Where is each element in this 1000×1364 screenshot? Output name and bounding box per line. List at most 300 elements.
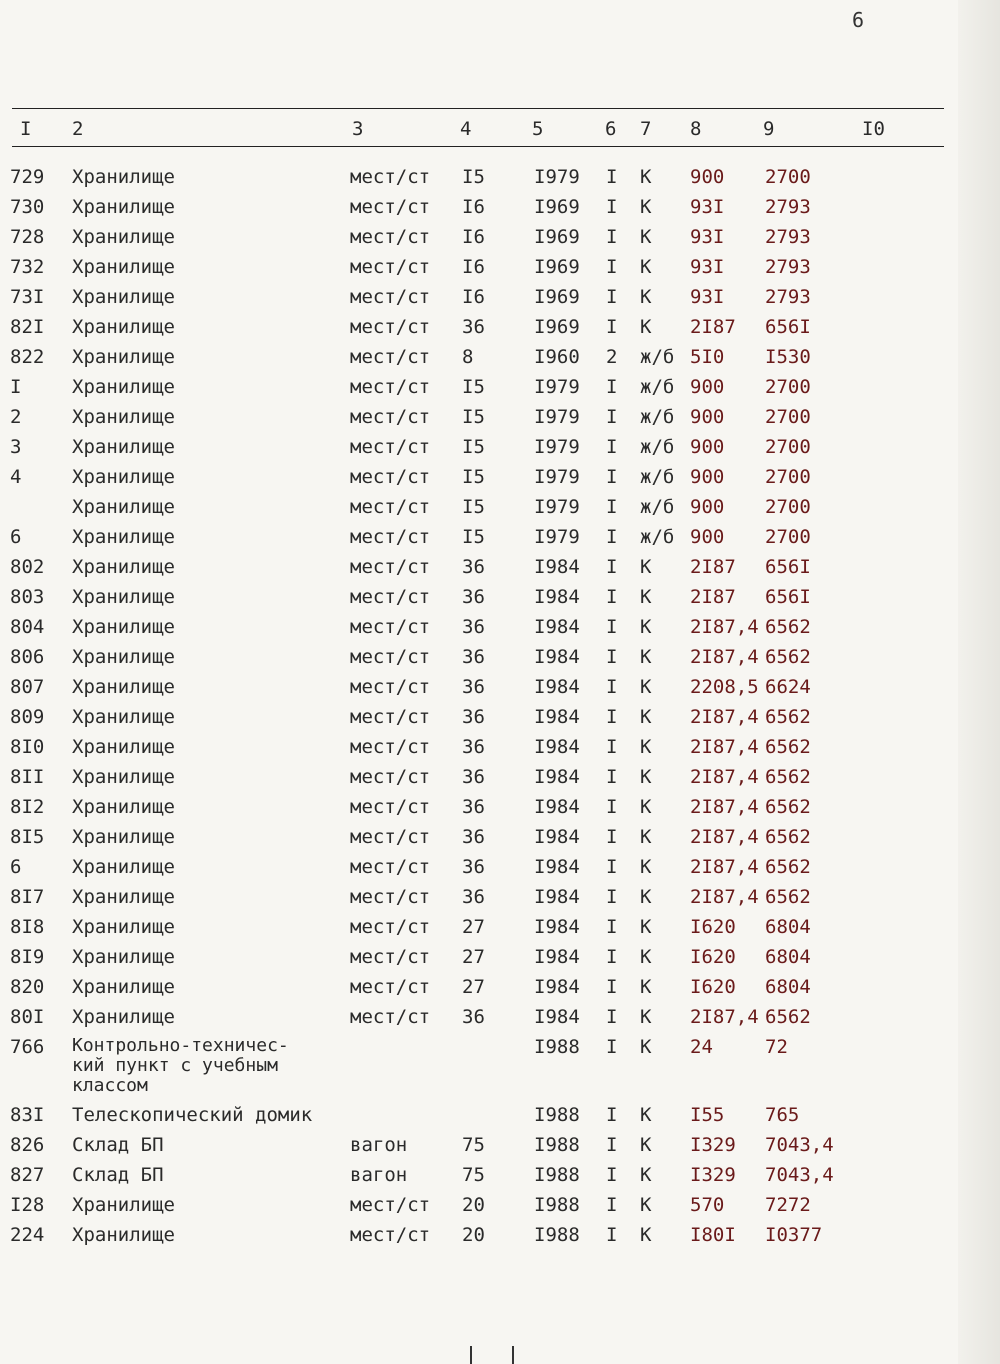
year-value: I984 (534, 856, 580, 878)
col-4-value: 27 (462, 976, 485, 998)
col-8-value: 2I87 (690, 556, 736, 578)
object-name: Хранилище (72, 1194, 175, 1216)
col-4-value: 36 (462, 316, 485, 338)
material-value: ж/б (640, 376, 675, 398)
row-number: 224 (10, 1224, 45, 1246)
material-value: ж/б (640, 526, 675, 548)
col-8-value: 900 (690, 406, 725, 428)
col-6-value: I (606, 196, 618, 218)
col-9-value: 7272 (765, 1194, 811, 1216)
material-value: ж/б (640, 436, 675, 458)
table-row (0, 940, 1000, 970)
material-value: К (640, 1224, 652, 1246)
col-9-value: 2793 (765, 256, 811, 278)
col-6-value: I (606, 586, 618, 608)
col-4-value: 36 (462, 736, 485, 758)
col-4-value: I6 (462, 196, 485, 218)
col-4-value: 8 (462, 346, 474, 368)
col-9-value: 2700 (765, 526, 811, 548)
col-3-value: мест/ст (350, 166, 431, 188)
row-number: 820 (10, 976, 45, 998)
col-3-value: мест/ст (350, 316, 431, 338)
col-9-value: 2793 (765, 196, 811, 218)
row-number: 804 (10, 616, 45, 638)
material-value: К (640, 646, 652, 668)
material-value: К (640, 256, 652, 278)
table-row (0, 760, 1000, 790)
table-row (0, 1000, 1000, 1030)
col-4-value: I6 (462, 256, 485, 278)
col-6-value: I (606, 856, 618, 878)
row-number: 827 (10, 1164, 45, 1186)
material-value: ж/б (640, 496, 675, 518)
year-value: I979 (534, 376, 580, 398)
table-row (0, 730, 1000, 760)
col-9-value: 2793 (765, 226, 811, 248)
col-4-value: I5 (462, 496, 485, 518)
table-row (0, 700, 1000, 730)
header-top-rule (12, 108, 944, 109)
col-8-value: 900 (690, 166, 725, 188)
col-3-value: мест/ст (350, 526, 431, 548)
bottom-margin-mark (470, 1346, 514, 1364)
col-9-value: 765 (765, 1104, 800, 1126)
col-8-value: 2I87,4 (690, 856, 759, 878)
col-3-value: мест/ст (350, 436, 431, 458)
col-9-value: 6562 (765, 1006, 811, 1028)
col-9-value: 2700 (765, 406, 811, 428)
year-value: I969 (534, 256, 580, 278)
col-8-value: 2I87,4 (690, 766, 759, 788)
col-4-value: 36 (462, 766, 485, 788)
table-row (0, 310, 1000, 340)
col-3-value: мест/ст (350, 196, 431, 218)
col-8-value: 900 (690, 466, 725, 488)
table-row (0, 370, 1000, 400)
material-value: К (640, 1036, 652, 1058)
col-3-value: мест/ст (350, 1224, 431, 1246)
row-number: 730 (10, 196, 45, 218)
col-8-value: I329 (690, 1164, 736, 1186)
table-row (0, 1158, 1000, 1188)
col-9-value: 6562 (765, 706, 811, 728)
object-name: Хранилище (72, 556, 175, 578)
col-6-value: I (606, 496, 618, 518)
material-value: К (640, 286, 652, 308)
col-6-value: I (606, 436, 618, 458)
col-8-value: 570 (690, 1194, 725, 1216)
row-number: 826 (10, 1134, 45, 1156)
col-3-value: мест/ст (350, 676, 431, 698)
object-name: Хранилище (72, 316, 175, 338)
header-col-10: I0 (862, 118, 885, 140)
col-3-value: мест/ст (350, 406, 431, 428)
col-8-value: 2I87,4 (690, 616, 759, 638)
col-3-value: мест/ст (350, 586, 431, 608)
col-9-value: 6804 (765, 916, 811, 938)
col-4-value: 36 (462, 676, 485, 698)
year-value: I979 (534, 526, 580, 548)
col-4-value: 36 (462, 856, 485, 878)
year-value: I979 (534, 496, 580, 518)
col-3-value: мест/ст (350, 976, 431, 998)
table-row (0, 880, 1000, 910)
row-number: 73I (10, 286, 45, 308)
object-name: Хранилище (72, 706, 175, 728)
col-4-value: I6 (462, 226, 485, 248)
col-4-value: 27 (462, 946, 485, 968)
col-6-value: I (606, 1194, 618, 1216)
col-3-value: мест/ст (350, 796, 431, 818)
col-3-value: мест/ст (350, 646, 431, 668)
col-9-value: 2700 (765, 466, 811, 488)
table-row (0, 400, 1000, 430)
year-value: I988 (534, 1224, 580, 1246)
row-number: 3 (10, 436, 22, 458)
year-value: I984 (534, 556, 580, 578)
material-value: К (640, 916, 652, 938)
col-9-value: 6562 (765, 766, 811, 788)
table-row (0, 580, 1000, 610)
col-9-value: 7043,4 (765, 1164, 834, 1186)
object-name: Склад БП (72, 1134, 164, 1156)
col-4-value: 20 (462, 1194, 485, 1216)
material-value: К (640, 736, 652, 758)
object-name: Хранилище (72, 436, 175, 458)
col-9-value: 2700 (765, 496, 811, 518)
col-9-value: 6804 (765, 946, 811, 968)
col-8-value: 2I87 (690, 316, 736, 338)
year-value: I988 (534, 1104, 580, 1126)
col-9-value: 656I (765, 556, 811, 578)
table-row (0, 520, 1000, 550)
object-name: Хранилище (72, 976, 175, 998)
year-value: I979 (534, 466, 580, 488)
material-value: К (640, 196, 652, 218)
col-6-value: I (606, 796, 618, 818)
col-6-value: I (606, 1104, 618, 1126)
material-value: К (640, 586, 652, 608)
col-3-value: мест/ст (350, 946, 431, 968)
material-value: К (640, 166, 652, 188)
row-number: 2 (10, 406, 22, 428)
table-row (0, 430, 1000, 460)
table-row (0, 1030, 1000, 1098)
row-number: 8I8 (10, 916, 45, 938)
col-8-value: 93I (690, 286, 725, 308)
object-name: Хранилище (72, 766, 175, 788)
object-name: Хранилище (72, 226, 175, 248)
col-4-value: I5 (462, 166, 485, 188)
object-name: Хранилище (72, 796, 175, 818)
col-6-value: I (606, 766, 618, 788)
col-3-value: мест/ст (350, 916, 431, 938)
material-value: К (640, 706, 652, 728)
year-value: I988 (534, 1194, 580, 1216)
col-8-value: 2I87,4 (690, 886, 759, 908)
col-6-value: I (606, 556, 618, 578)
table-row (0, 670, 1000, 700)
col-6-value: I (606, 1224, 618, 1246)
col-4-value: I5 (462, 436, 485, 458)
col-9-value: 2793 (765, 286, 811, 308)
object-name: Хранилище (72, 646, 175, 668)
table-row (0, 160, 1000, 190)
col-9-value: 72 (765, 1036, 788, 1058)
col-8-value: 2I87,4 (690, 706, 759, 728)
header-bottom-rule (12, 146, 944, 147)
object-name: Хранилище (72, 166, 175, 188)
year-value: I969 (534, 286, 580, 308)
year-value: I969 (534, 226, 580, 248)
col-6-value: I (606, 466, 618, 488)
object-name: Хранилище (72, 856, 175, 878)
year-value: I984 (534, 1006, 580, 1028)
material-value: К (640, 616, 652, 638)
header-col-9: 9 (763, 118, 775, 140)
col-9-value: 6624 (765, 676, 811, 698)
object-name: Хранилище (72, 736, 175, 758)
table-row (0, 460, 1000, 490)
row-number: 82I (10, 316, 45, 338)
object-name: Хранилище (72, 886, 175, 908)
col-6-value: I (606, 706, 618, 728)
col-9-value: 6562 (765, 616, 811, 638)
object-name: Хранилище (72, 1224, 175, 1246)
row-number: 6 (10, 856, 22, 878)
table-row (0, 220, 1000, 250)
table-row (0, 190, 1000, 220)
year-value: I984 (534, 706, 580, 728)
table-row (0, 1098, 1000, 1128)
col-6-value: I (606, 976, 618, 998)
object-name: Хранилище (72, 406, 175, 428)
col-3-value: мест/ст (350, 286, 431, 308)
table-row (0, 1218, 1000, 1248)
material-value: К (640, 856, 652, 878)
material-value: ж/б (640, 466, 675, 488)
col-6-value: 2 (606, 346, 618, 368)
col-9-value: 6562 (765, 856, 811, 878)
header-col-4: 4 (460, 118, 472, 140)
col-6-value: I (606, 736, 618, 758)
object-name: Хранилище (72, 526, 175, 548)
year-value: I984 (534, 886, 580, 908)
col-6-value: I (606, 946, 618, 968)
table-body (0, 160, 1000, 1248)
material-value: К (640, 1006, 652, 1028)
col-9-value: 7043,4 (765, 1134, 834, 1156)
table-row (0, 250, 1000, 280)
table-row (0, 970, 1000, 1000)
col-4-value: 36 (462, 646, 485, 668)
row-number: 803 (10, 586, 45, 608)
col-6-value: I (606, 166, 618, 188)
material-value: К (640, 766, 652, 788)
material-value: К (640, 826, 652, 848)
col-6-value: I (606, 376, 618, 398)
col-4-value: 75 (462, 1134, 485, 1156)
material-value: ж/б (640, 406, 675, 428)
col-4-value: 36 (462, 556, 485, 578)
object-name: Контрольно-техничес- кий пункт с учебным классом (72, 1035, 289, 1096)
col-3-value: вагон (350, 1164, 408, 1186)
col-9-value: I530 (765, 346, 811, 368)
row-number: I28 (10, 1194, 45, 1216)
col-6-value: I (606, 406, 618, 428)
table-row (0, 640, 1000, 670)
col-6-value: I (606, 286, 618, 308)
col-4-value: 36 (462, 796, 485, 818)
col-3-value: мест/ст (350, 556, 431, 578)
col-4-value: 36 (462, 706, 485, 728)
col-8-value: I80I (690, 1224, 736, 1246)
header-col-2: 2 (72, 118, 84, 140)
col-6-value: I (606, 226, 618, 248)
page-number: 6 (852, 8, 865, 32)
row-number: I (10, 376, 22, 398)
col-8-value: 900 (690, 436, 725, 458)
col-8-value: 24 (690, 1036, 713, 1058)
object-name: Хранилище (72, 946, 175, 968)
row-number: 83I (10, 1104, 45, 1126)
col-3-value: мест/ст (350, 616, 431, 638)
header-col-6: 6 (605, 118, 617, 140)
col-6-value: I (606, 1134, 618, 1156)
row-number: 807 (10, 676, 45, 698)
row-number: 8I0 (10, 736, 45, 758)
col-3-value: мест/ст (350, 1194, 431, 1216)
col-3-value: мест/ст (350, 706, 431, 728)
material-value: К (640, 226, 652, 248)
material-value: К (640, 1134, 652, 1156)
row-number: 729 (10, 166, 45, 188)
col-9-value: I0377 (765, 1224, 823, 1246)
material-value: К (640, 1104, 652, 1126)
year-value: I969 (534, 316, 580, 338)
year-value: I984 (534, 946, 580, 968)
col-8-value: 2I87,4 (690, 736, 759, 758)
col-9-value: 6804 (765, 976, 811, 998)
year-value: I979 (534, 436, 580, 458)
table-row (0, 340, 1000, 370)
header-col-3: 3 (352, 118, 364, 140)
col-8-value: I620 (690, 946, 736, 968)
col-9-value: 6562 (765, 736, 811, 758)
col-6-value: I (606, 526, 618, 548)
table-row (0, 1128, 1000, 1158)
material-value: К (640, 946, 652, 968)
object-name: Хранилище (72, 826, 175, 848)
col-3-value: мест/ст (350, 496, 431, 518)
col-8-value: 2I87,4 (690, 646, 759, 668)
table-row (0, 910, 1000, 940)
table-header (0, 118, 1000, 146)
row-number: 8I7 (10, 886, 45, 908)
year-value: I984 (534, 976, 580, 998)
object-name: Хранилище (72, 376, 175, 398)
col-8-value: I55 (690, 1104, 725, 1126)
col-6-value: I (606, 826, 618, 848)
table-row (0, 820, 1000, 850)
object-name: Хранилище (72, 586, 175, 608)
header-col-5: 5 (532, 118, 544, 140)
material-value: К (640, 976, 652, 998)
col-3-value: мест/ст (350, 226, 431, 248)
col-8-value: 2208,5 (690, 676, 759, 698)
col-4-value: I6 (462, 286, 485, 308)
col-3-value: мест/ст (350, 256, 431, 278)
col-6-value: I (606, 916, 618, 938)
material-value: К (640, 676, 652, 698)
year-value: I960 (534, 346, 580, 368)
year-value: I984 (534, 586, 580, 608)
col-9-value: 6562 (765, 826, 811, 848)
header-col-8: 8 (690, 118, 702, 140)
row-number: 728 (10, 226, 45, 248)
year-value: I984 (534, 826, 580, 848)
row-number: 802 (10, 556, 45, 578)
year-value: I984 (534, 736, 580, 758)
table-row (0, 490, 1000, 520)
col-8-value: 2I87,4 (690, 1006, 759, 1028)
col-6-value: I (606, 676, 618, 698)
col-3-value: мест/ст (350, 766, 431, 788)
material-value: К (640, 556, 652, 578)
col-8-value: 900 (690, 496, 725, 518)
row-number: 822 (10, 346, 45, 368)
col-9-value: 2700 (765, 436, 811, 458)
col-8-value: 5I0 (690, 346, 725, 368)
table-row (0, 850, 1000, 880)
col-9-value: 6562 (765, 886, 811, 908)
col-8-value: 2I87 (690, 586, 736, 608)
material-value: К (640, 886, 652, 908)
row-number: 8I9 (10, 946, 45, 968)
material-value: К (640, 1164, 652, 1186)
table-row (0, 790, 1000, 820)
object-name: Телескопический домик (72, 1104, 313, 1126)
year-value: I984 (534, 796, 580, 818)
year-value: I984 (534, 766, 580, 788)
table-row (0, 1188, 1000, 1218)
col-6-value: I (606, 1164, 618, 1186)
year-value: I984 (534, 646, 580, 668)
col-3-value: мест/ст (350, 346, 431, 368)
col-8-value: I329 (690, 1134, 736, 1156)
col-6-value: I (606, 616, 618, 638)
col-4-value: 36 (462, 1006, 485, 1028)
col-9-value: 2700 (765, 376, 811, 398)
col-3-value: мест/ст (350, 376, 431, 398)
col-8-value: 93I (690, 226, 725, 248)
year-value: I979 (534, 406, 580, 428)
material-value: К (640, 316, 652, 338)
col-4-value: 36 (462, 886, 485, 908)
col-8-value: 2I87,4 (690, 826, 759, 848)
col-6-value: I (606, 1036, 618, 1058)
header-col-1: I (20, 118, 32, 140)
col-3-value: мест/ст (350, 466, 431, 488)
year-value: I988 (534, 1164, 580, 1186)
table-row (0, 280, 1000, 310)
col-4-value: I5 (462, 466, 485, 488)
col-4-value: 27 (462, 916, 485, 938)
col-4-value: 36 (462, 616, 485, 638)
col-3-value: вагон (350, 1134, 408, 1156)
col-3-value: мест/ст (350, 826, 431, 848)
row-number: 8II (10, 766, 45, 788)
